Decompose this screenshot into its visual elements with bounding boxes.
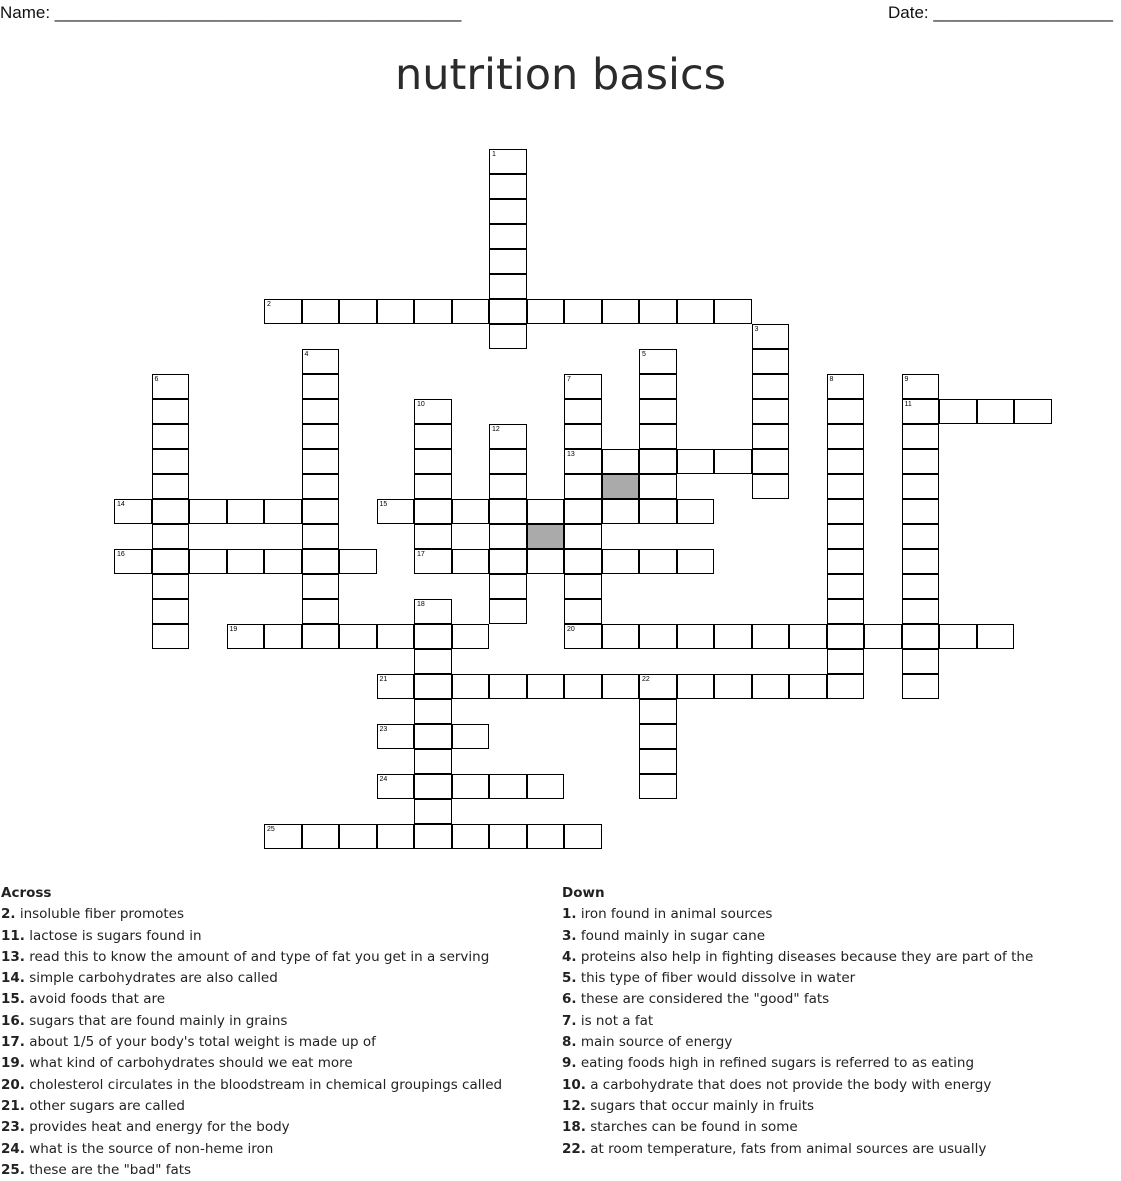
crossword-cell[interactable] [827, 599, 865, 624]
clue-num: 7. [562, 1012, 577, 1029]
crossword-cell[interactable] [939, 624, 977, 649]
crossword-cell[interactable] [639, 674, 677, 699]
crossword-cell[interactable] [414, 724, 452, 749]
crossword-cell[interactable] [752, 474, 790, 499]
crossword-cell[interactable] [827, 524, 865, 549]
clue-text: is not a fat [576, 1012, 654, 1029]
down-clue [562, 1096, 1033, 1117]
crossword-cell[interactable] [564, 374, 602, 399]
clue-number: 18 [417, 601, 425, 608]
crossword-cell[interactable] [489, 449, 527, 474]
clue-number: 20 [567, 626, 575, 633]
crossword-cell[interactable] [714, 449, 752, 474]
clue-num: 14. [1, 970, 25, 987]
crossword-cell[interactable] [227, 624, 265, 649]
crossword-cell[interactable] [564, 574, 602, 599]
name-field[interactable]: Name: ___________________________________________ [0, 3, 462, 22]
down-clue [562, 926, 1033, 947]
across-clues [1, 883, 502, 1181]
clue-number: 23 [379, 726, 388, 733]
crossword-cell[interactable] [639, 749, 677, 774]
clue-text: sugars that occur mainly in fruits [585, 1097, 815, 1114]
clue-text: what is the source of non-heme iron [24, 1140, 274, 1157]
clue-text: sugars that are found mainly in grains [24, 1012, 288, 1029]
clue-number: 7 [567, 376, 571, 383]
across-clue [1, 1117, 502, 1138]
crossword-cell[interactable] [414, 649, 452, 674]
crossword-cell[interactable] [902, 549, 940, 574]
crossword-cell[interactable] [302, 524, 340, 549]
clue-number: 25 [267, 826, 275, 833]
crossword-cell[interactable] [639, 724, 677, 749]
crossword-cell[interactable] [114, 549, 152, 574]
across-clue [1, 1139, 502, 1160]
clue-text: at room temperature, fats from animal sources are usually [585, 1140, 987, 1157]
crossword-cell[interactable] [977, 624, 1015, 649]
crossword-cell[interactable] [677, 499, 715, 524]
clue-text: simple carbohydrates are also called [24, 970, 278, 987]
clue-number: 10 [417, 401, 425, 408]
clue-num: 20. [1, 1076, 25, 1093]
crossword-cell[interactable] [114, 499, 152, 524]
crossword-cell[interactable] [564, 474, 602, 499]
crossword-cell[interactable] [714, 299, 752, 324]
crossword-cell[interactable] [752, 399, 790, 424]
crossword-cell[interactable] [677, 299, 715, 324]
down-clue [562, 904, 1033, 925]
crossword-cell[interactable] [677, 674, 715, 699]
crossword-cell[interactable] [639, 699, 677, 724]
clue-text: cholesterol circulates in the bloodstream in chemical groupings called [24, 1076, 503, 1093]
clue-text: provides heat and energy for the body [24, 1119, 290, 1136]
crossword-cell[interactable] [827, 549, 865, 574]
crossword-cell[interactable] [377, 674, 415, 699]
clue-num: 2. [1, 906, 16, 923]
clue-number: 22 [642, 676, 650, 683]
across-clue [1, 926, 502, 947]
down-clue-list [562, 904, 1033, 1160]
crossword-cell[interactable] [152, 449, 190, 474]
crossword-cell[interactable] [302, 349, 340, 374]
crossword-cell[interactable] [339, 549, 377, 574]
date-field[interactable]: Date: ___________________ [888, 3, 1113, 22]
crossword-cell[interactable] [452, 774, 490, 799]
crossword-cell[interactable] [339, 624, 377, 649]
across-clue [1, 904, 502, 925]
crossword-cell[interactable] [414, 299, 452, 324]
crossword-cell[interactable] [602, 549, 640, 574]
crossword-cell[interactable] [902, 424, 940, 449]
clue-number: 11 [904, 401, 912, 408]
crossword-cell[interactable] [152, 599, 190, 624]
clue-num: 15. [1, 991, 25, 1008]
crossword-cell[interactable] [489, 499, 527, 524]
crossword-cell[interactable] [452, 499, 490, 524]
crossword-cell[interactable] [902, 524, 940, 549]
clue-num: 4. [562, 948, 577, 965]
crossword-cell[interactable] [827, 574, 865, 599]
crossword-cell[interactable] [414, 774, 452, 799]
clue-text: lactose is sugars found in [24, 927, 202, 944]
crossword-cell[interactable] [564, 449, 602, 474]
crossword-cell[interactable] [602, 499, 640, 524]
clue-text: this type of fiber would dissolve in water [576, 970, 856, 987]
crossword-cell[interactable] [827, 399, 865, 424]
crossword-cell[interactable] [527, 299, 565, 324]
crossword-cell[interactable] [452, 824, 490, 849]
crossword-cell[interactable] [602, 624, 640, 649]
crossword-cell[interactable] [302, 624, 340, 649]
crossword-cell[interactable] [752, 449, 790, 474]
crossword-cell[interactable] [452, 549, 490, 574]
crossword-cell[interactable] [489, 599, 527, 624]
crossword-cell[interactable] [752, 424, 790, 449]
crossword-cell[interactable] [414, 799, 452, 824]
crossword-cell[interactable] [377, 299, 415, 324]
clue-num: 3. [562, 927, 577, 944]
down-clue [562, 1075, 1033, 1096]
clue-num: 11. [1, 927, 25, 944]
crossword-cell[interactable] [227, 499, 265, 524]
down-clue [562, 1032, 1033, 1053]
across-clue [1, 1096, 502, 1117]
crossword-cell[interactable] [564, 674, 602, 699]
across-clue [1, 968, 502, 989]
clue-text: iron found in animal sources [576, 906, 773, 923]
clue-number: 5 [642, 351, 646, 358]
clue-num: 25. [1, 1161, 25, 1178]
crossword-cell[interactable] [489, 774, 527, 799]
crossword-cell[interactable] [414, 524, 452, 549]
clue-num: 5. [562, 970, 577, 987]
crossword-cell[interactable] [264, 549, 302, 574]
crossword-cell[interactable] [639, 299, 677, 324]
crossword-cell[interactable] [827, 474, 865, 499]
page-title: nutrition basics [394, 50, 727, 100]
crossword-cell[interactable] [602, 299, 640, 324]
crossword-cell[interactable] [152, 374, 190, 399]
crossword-cell[interactable] [414, 499, 452, 524]
across-clue [1, 1160, 502, 1181]
clue-number: 1 [492, 151, 496, 158]
crossword-cell[interactable] [639, 399, 677, 424]
crossword-cell[interactable] [714, 674, 752, 699]
clue-num: 10. [562, 1076, 586, 1093]
crossword-cell[interactable] [639, 499, 677, 524]
down-clue [562, 968, 1033, 989]
clue-num: 18. [562, 1119, 586, 1136]
down-clue [562, 1053, 1033, 1074]
clue-number: 16 [117, 551, 125, 558]
clue-text: a carbohydrate that does not provide the body with energy [585, 1076, 992, 1093]
crossword-cell[interactable] [489, 474, 527, 499]
crossword-cell[interactable] [377, 774, 415, 799]
clue-text: proteins also help in fighting diseases because they are part of the [576, 948, 1034, 965]
crossword-cell[interactable] [264, 624, 302, 649]
crossword-cell[interactable] [264, 299, 302, 324]
clue-num: 13. [1, 948, 25, 965]
crossword-cell[interactable] [902, 599, 940, 624]
crossword-cell[interactable] [527, 824, 565, 849]
crossword-cell[interactable] [152, 549, 190, 574]
crossword-cell[interactable] [639, 374, 677, 399]
crossword-cell[interactable] [452, 674, 490, 699]
crossword-cell[interactable] [902, 649, 940, 674]
across-clue [1, 1053, 502, 1074]
clue-text: avoid foods that are [24, 991, 166, 1008]
down-clues [562, 883, 1033, 1160]
crossword-cell[interactable] [152, 499, 190, 524]
crossword-cell[interactable] [489, 199, 527, 224]
across-heading: Across [1, 885, 52, 901]
crossword-cell[interactable] [789, 674, 827, 699]
crossword-cell[interactable] [677, 624, 715, 649]
crossword-cell[interactable] [902, 674, 940, 699]
crossword-cell[interactable] [339, 824, 377, 849]
clue-num: 12. [562, 1097, 586, 1114]
crossword-cell[interactable] [902, 374, 940, 399]
crossword-cell[interactable] [302, 499, 340, 524]
crossword-cell[interactable] [152, 424, 190, 449]
clue-text: about 1/5 of your body's total weight is made up of [24, 1034, 376, 1051]
crossword-cell[interactable] [489, 824, 527, 849]
crossword-cell[interactable] [264, 824, 302, 849]
crossword-cell[interactable] [602, 674, 640, 699]
crossword-cell[interactable] [489, 549, 527, 574]
crossword-cell[interactable] [677, 549, 715, 574]
crossword-cell[interactable] [414, 549, 452, 574]
crossword-cell[interactable] [339, 299, 377, 324]
crossword-cell[interactable] [377, 824, 415, 849]
crossword-cell[interactable] [414, 674, 452, 699]
crossword-cell[interactable] [152, 524, 190, 549]
clue-text: these are the "bad" fats [24, 1161, 192, 1178]
crossword-cell[interactable] [827, 624, 865, 649]
clue-number: 3 [754, 326, 759, 333]
crossword-cell[interactable] [827, 499, 865, 524]
crossword-cell[interactable] [152, 474, 190, 499]
crossword-cell[interactable] [414, 824, 452, 849]
crossword-cell[interactable] [714, 624, 752, 649]
clue-num: 24. [1, 1140, 25, 1157]
crossword-cell[interactable] [489, 224, 527, 249]
clue-number: 14 [117, 501, 125, 508]
crossword-cell[interactable] [414, 599, 452, 624]
crossword-cell[interactable] [639, 349, 677, 374]
crossword-cell[interactable] [414, 449, 452, 474]
down-clue [562, 1117, 1033, 1138]
down-clue [562, 989, 1033, 1010]
crossword-cell[interactable] [902, 499, 940, 524]
crossword-cell[interactable] [302, 599, 340, 624]
clue-text: other sugars are called [24, 1097, 185, 1114]
crossword-cell[interactable] [639, 424, 677, 449]
crossword-cell[interactable] [414, 624, 452, 649]
crossword-cell[interactable] [414, 474, 452, 499]
clue-num: 21. [1, 1097, 25, 1114]
clue-number: 12 [492, 426, 500, 433]
clue-text: eating foods high in refined sugars is referred to as eating [576, 1055, 975, 1072]
clue-number: 17 [417, 551, 425, 558]
crossword-cell[interactable] [902, 449, 940, 474]
clue-num: 16. [1, 1012, 25, 1029]
crossword-cell[interactable] [977, 399, 1015, 424]
crossword-cell[interactable] [302, 574, 340, 599]
crossword-cell[interactable] [902, 399, 940, 424]
crossword-cell[interactable] [1014, 399, 1052, 424]
crossword-cell[interactable] [302, 424, 340, 449]
crossword-cell[interactable] [302, 824, 340, 849]
crossword-cell[interactable] [827, 674, 865, 699]
down-clue [562, 1011, 1033, 1032]
crossword-cell[interactable] [902, 574, 940, 599]
crossword-cell[interactable] [677, 449, 715, 474]
crossword-cell[interactable] [152, 399, 190, 424]
crossword-cell[interactable] [827, 649, 865, 674]
crossword-cell[interactable] [489, 249, 527, 274]
clue-num: 19. [1, 1055, 25, 1072]
clue-number: 4 [304, 351, 309, 358]
crossword-cell[interactable] [189, 549, 227, 574]
clue-num: 6. [562, 991, 577, 1008]
crossword-cell[interactable] [752, 324, 790, 349]
crossword-cell[interactable] [452, 724, 490, 749]
crossword-cell[interactable] [827, 374, 865, 399]
crossword-cell[interactable] [564, 549, 602, 574]
blocked-cell [527, 524, 565, 549]
across-clue [1, 1075, 502, 1096]
crossword-cell[interactable] [564, 424, 602, 449]
across-clue [1, 1032, 502, 1053]
crossword-cell[interactable] [639, 474, 677, 499]
clue-num: 8. [562, 1034, 577, 1051]
across-clue [1, 989, 502, 1010]
crossword-cell[interactable] [864, 624, 902, 649]
crossword-cell[interactable] [414, 749, 452, 774]
crossword-cell[interactable] [489, 174, 527, 199]
crossword-cell[interactable] [414, 699, 452, 724]
down-clue [562, 1139, 1033, 1160]
crossword-cell[interactable] [639, 774, 677, 799]
clue-num: 23. [1, 1119, 25, 1136]
crossword-cell[interactable] [377, 499, 415, 524]
crossword-cell[interactable] [302, 299, 340, 324]
across-clue [1, 947, 502, 968]
clue-text: starches can be found in some [585, 1119, 798, 1136]
crossword-cell[interactable] [452, 624, 490, 649]
crossword-cell[interactable] [602, 449, 640, 474]
crossword-cell[interactable] [152, 574, 190, 599]
down-heading: Down [562, 885, 605, 901]
crossword-cell[interactable] [489, 274, 527, 299]
clue-text: found mainly in sugar cane [576, 927, 765, 944]
clue-num: 9. [562, 1055, 577, 1072]
clue-number: 13 [567, 451, 575, 458]
crossword-cell[interactable] [264, 499, 302, 524]
clue-text: insoluble fiber promotes [15, 906, 184, 923]
crossword-cell[interactable] [752, 374, 790, 399]
clue-text: read this to know the amount of and type of fat you get in a serving [24, 948, 490, 965]
crossword-cell[interactable] [489, 674, 527, 699]
crossword-cell[interactable] [639, 449, 677, 474]
clue-number: 2 [267, 301, 271, 308]
crossword-cell[interactable] [827, 424, 865, 449]
crossword-cell[interactable] [527, 674, 565, 699]
crossword-cell[interactable] [789, 624, 827, 649]
crossword-cell[interactable] [489, 524, 527, 549]
across-clue [1, 1011, 502, 1032]
crossword-cell[interactable] [302, 449, 340, 474]
crossword-cell[interactable] [452, 299, 490, 324]
crossword-cell[interactable] [564, 299, 602, 324]
crossword-cell[interactable] [564, 824, 602, 849]
crossword-cell[interactable] [489, 324, 527, 349]
crossword-cell[interactable] [489, 149, 527, 174]
crossword-cell[interactable] [564, 499, 602, 524]
clue-num: 17. [1, 1034, 25, 1051]
clue-number: 9 [904, 376, 909, 383]
crossword-cell[interactable] [302, 374, 340, 399]
clue-number: 6 [154, 376, 159, 383]
across-clue-list [1, 904, 502, 1181]
crossword-cell[interactable] [489, 574, 527, 599]
crossword-cell[interactable] [189, 499, 227, 524]
crossword-cell[interactable] [564, 524, 602, 549]
crossword-cell[interactable] [827, 449, 865, 474]
blocked-cell [602, 474, 640, 499]
crossword-cell[interactable] [227, 549, 265, 574]
crossword-cell[interactable] [414, 399, 452, 424]
crossword-cell[interactable] [752, 349, 790, 374]
crossword-cell[interactable] [152, 624, 190, 649]
crossword-cell[interactable] [489, 299, 527, 324]
crossword-cell[interactable] [302, 399, 340, 424]
clue-text: what kind of carbohydrates should we eat more [24, 1055, 353, 1072]
crossword-cell[interactable] [902, 474, 940, 499]
crossword-cell[interactable] [564, 399, 602, 424]
clue-text: these are considered the "good" fats [576, 991, 830, 1008]
crossword-cell[interactable] [527, 774, 565, 799]
crossword-cell[interactable] [564, 624, 602, 649]
crossword-cell[interactable] [302, 549, 340, 574]
clue-text: main source of energy [576, 1034, 733, 1051]
crossword-cell[interactable] [527, 499, 565, 524]
crossword-cell[interactable] [302, 474, 340, 499]
clue-number: 21 [379, 676, 388, 683]
crossword-cell[interactable] [489, 424, 527, 449]
crossword-cell[interactable] [752, 674, 790, 699]
crossword-cell[interactable] [939, 399, 977, 424]
clue-number: 24 [379, 776, 388, 783]
crossword-cell[interactable] [564, 599, 602, 624]
crossword-cell[interactable] [377, 624, 415, 649]
clue-number: 8 [829, 376, 834, 383]
clue-num: 22. [562, 1140, 586, 1157]
crossword-cell[interactable] [752, 624, 790, 649]
clue-num: 1. [562, 906, 577, 923]
crossword-cell[interactable] [902, 624, 940, 649]
crossword-cell[interactable] [639, 549, 677, 574]
crossword-cell[interactable] [414, 424, 452, 449]
crossword-cell[interactable] [377, 724, 415, 749]
down-clue [562, 947, 1033, 968]
crossword-cell[interactable] [527, 549, 565, 574]
crossword-cell[interactable] [639, 624, 677, 649]
clue-number: 15 [379, 501, 388, 508]
clue-number: 19 [229, 626, 238, 633]
